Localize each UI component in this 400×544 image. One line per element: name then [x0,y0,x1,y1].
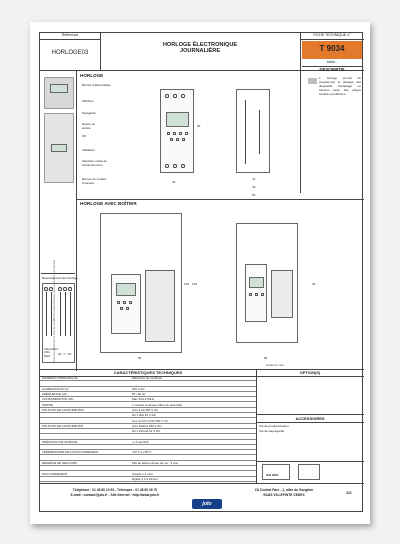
terminal [63,287,67,291]
wiring-label-alim: Alimentation 230v - 50Hz [44,348,59,358]
cotes-note: Cotes en mm [266,363,284,367]
row-value: Rigide 1,4 à 10mm² [132,476,159,481]
terminal [49,287,53,291]
callout-selection: Sélection mode de fonctionnement [82,159,107,167]
row-value: Max 3VA à 50Hz [132,397,155,402]
row-key: PRÉCISION DE MARCHE [42,439,78,444]
row-value: -10°C à +55°C [132,450,152,455]
footer-address-1: ZA Central Parc - 1, allée du Songhim [254,488,314,492]
reference-label: Référence [61,33,79,37]
raccordement-rule [41,273,75,274]
accessoire-item: Clé de programmation [259,424,289,428]
fiche-label: FICHE TECHNIQUE n° [313,33,351,37]
table-divider [256,369,257,483]
dim-85-front: 85 [138,356,142,360]
row-value: DC1 4kA 30 V DC [132,413,157,418]
dim-190: 190 [192,282,198,286]
certification-logo [298,464,320,480]
row-value: AC1 4 kA 250 V AC [132,407,159,412]
row-value: Pile au lithium durée de vie : 5 ans [132,460,178,465]
dim-43: 43 [252,177,256,181]
row-key: POUVOIR DE COUPURE MIN [42,423,84,428]
boitier-title: HORLOGE AVEC BOÎTIER [80,201,137,206]
raccordement-title: Raccordement de l'horloge [42,276,78,280]
table-row [40,477,256,482]
product-photo-module [44,77,74,109]
footer-emails: E-mail : contact@jolo.fr - Site internet : http://www.jolo.fr [70,493,160,497]
boitier-front-drawing [100,213,182,353]
row-value: 230 V AC [132,386,145,391]
accessoire-item: Clé de sauvegarde [259,429,285,433]
row-key: POUVOIR DE COUPURE MAX [42,407,85,412]
horloge-title: HORLOGE [80,73,104,78]
document-title: HORLOGE ÉLECTRONIQUE JOURNALIÈRE [162,42,238,55]
ref-rule [40,39,100,40]
footer-phones: Téléphone : 01 48 60 10 53 - Télécopie : 01 48 60 26 70 [72,488,158,492]
row-value: 1 contact inverseur (libre de potentiel) [132,402,183,407]
accessoires-title: ACCESSOIRES [295,416,325,421]
iso-label: ISO 9001 [266,473,279,477]
row-key: ALIMENTATION (V) [42,386,69,391]
callout-retour: Retour en arrière [82,122,96,130]
wiring-label-c: C [63,353,66,356]
accessoires-rule [256,414,364,415]
indice-label: indice : [326,60,338,64]
options-title: OPTION(S) [299,370,321,375]
row-value: DC1 100mA 12 V DC [132,429,161,434]
callout-bornier-contact: Bornier de contact inverseur [82,177,107,185]
terminal [68,287,72,291]
wiring-diagram [42,283,75,363]
row-key: MATÉRIAU PRINCIPAL(S) [42,376,78,381]
row-value: 50 / 60 Hz [132,392,146,397]
row-key: FRÉQUENCE (Hz) [42,392,68,397]
row-key: TEMPÉRATURE DE FONCTIONNEMENT [42,450,99,455]
accessoires-header-rule [256,422,364,423]
info-icon [308,78,317,84]
left-column-divider [76,71,77,371]
fiche-rule [300,39,364,40]
dim-160: 160 [184,282,190,286]
terminal [44,287,48,291]
row-value: Cos φ=0,6 4 kVA 250 V AC [132,418,168,423]
callout-bornier-alim: Bornier d'alimentation [82,83,111,87]
row-key: RÉSERVE DE SECOURS [42,460,77,465]
wiring-label-nf: NF [58,353,62,356]
row-value: Matériaux de synthèse [132,376,163,381]
fiche-number: T 9034 [319,44,345,53]
dim-height-90: 90 [197,124,201,128]
certif-rule [256,461,364,462]
callout-ok: OK [82,134,87,138]
dim-49: 49 [252,185,256,189]
terminal [58,287,62,291]
callout-afficheur: Afficheur [82,99,94,103]
clock-side-drawing [236,89,270,173]
brand-logo-text: jolo [202,500,212,507]
iso-seal [262,464,290,480]
dim-width-36: 36 [172,180,176,184]
row-value: +/-1 sec/24h [132,439,149,444]
right-column-divider [300,33,301,193]
row-value: AC1 100mA 250 V AC [132,423,162,428]
page-frame [39,32,363,512]
descriptif-label: DESCRIPTIF [319,67,345,72]
row-key: RACCORDEMENT [42,471,68,476]
product-photo-boitier [44,113,74,183]
caracteristiques-title: CARACTÉRISTIQUES TECHNIQUES [113,370,183,375]
descriptif-text: L' horloge permet de programmer le pilotage des dispositifs d'éclairage en fonction selon des plages horaires prédéfinies. [319,76,361,96]
reference-value: HORLOGE03 [51,50,89,56]
boitier-rule [76,199,364,200]
boitier-open-drawing [236,223,298,343]
page-number: 1/2 [346,490,352,495]
dim-66: 66 [252,193,256,197]
row-key: SORTIE [42,402,54,407]
row-key: CONSOMMATION (VA) [42,397,74,402]
caracteristiques-table [40,376,256,482]
datasheet-page [30,22,370,524]
clock-front-drawing [160,89,194,173]
footer-rule [40,483,364,484]
callout-validation: Validation [82,148,95,152]
footer-address-2: 93420 VILLEPINTE CEDEX [263,493,305,497]
dim-66-open: 66 [312,282,316,286]
dim-85-open: 85 [264,356,268,360]
row-value: Souple 1,4 mm² [132,471,154,476]
wiring-label-no: NO [67,353,72,356]
callout-navigation: Navigation [82,111,97,115]
legal-note: Nous nous réservons le droit de modifier les caractéristiques de nos produits sans préavis [53,259,56,363]
